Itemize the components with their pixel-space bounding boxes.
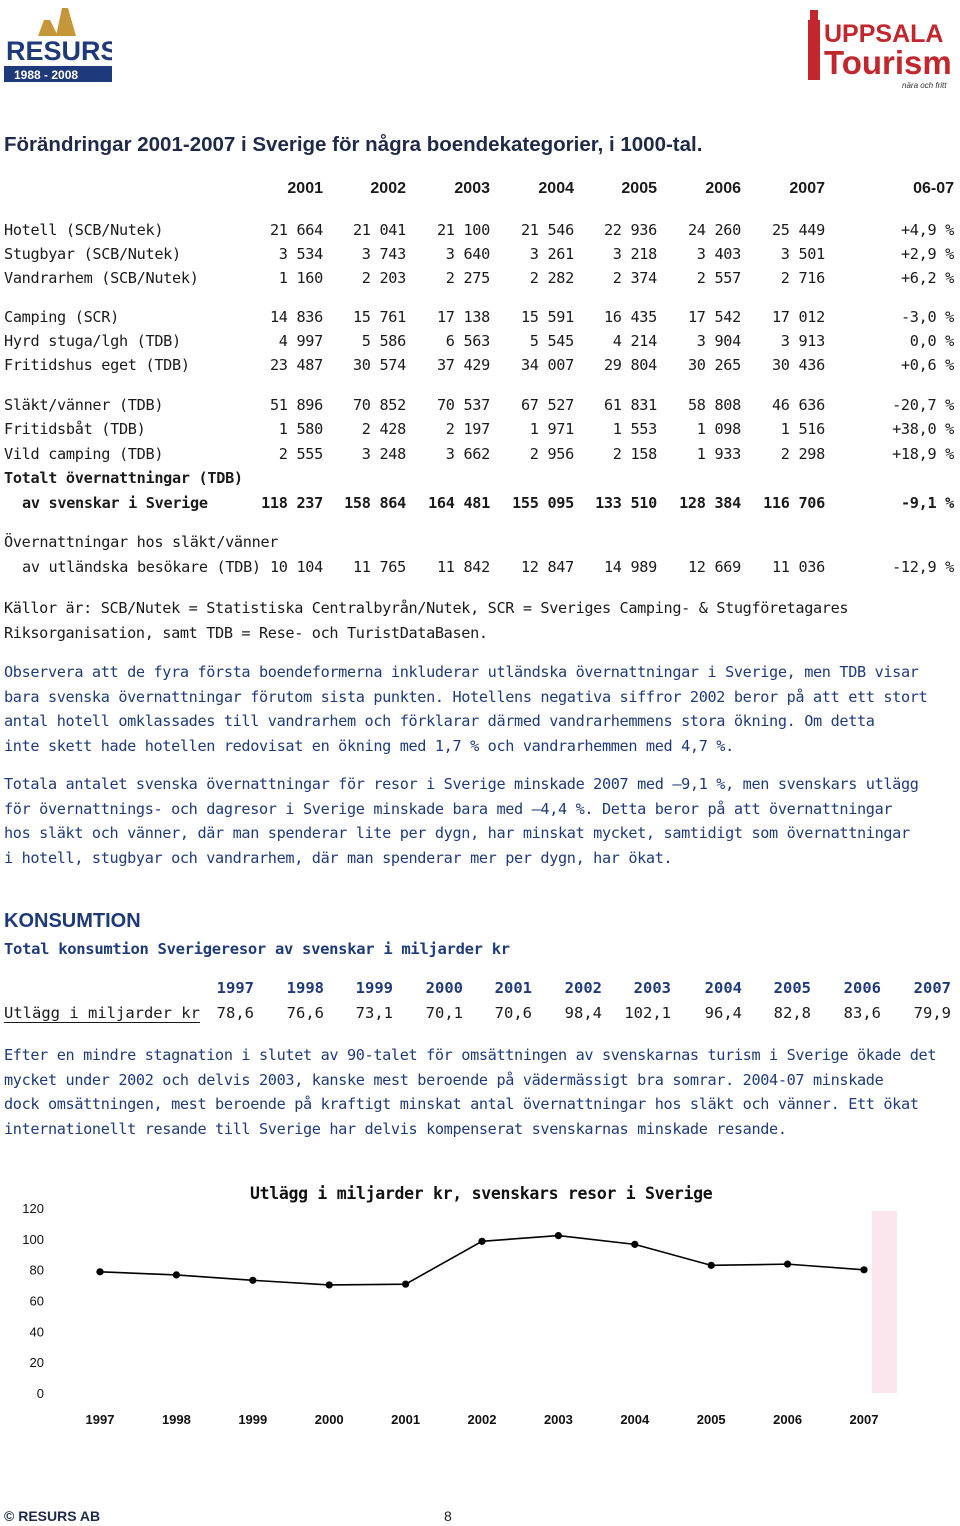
foreign-cell: -12,9 % xyxy=(892,558,954,576)
table-cell: 1 553 xyxy=(612,420,657,438)
data-point xyxy=(402,1281,409,1288)
table-row xyxy=(0,245,960,269)
table-cell: 3 534 xyxy=(278,245,323,263)
konsumtion-subheading: Total konsumtion Sverigeresor av svenskar i miljarder kr xyxy=(4,940,510,958)
table-cell: +0,6 % xyxy=(900,356,954,374)
table-cell: 17 542 xyxy=(687,308,741,326)
table-cell: 2 197 xyxy=(445,420,490,438)
konsumtion-year-header: 2004 xyxy=(704,979,742,997)
table-cell: 2 716 xyxy=(780,269,825,287)
plot-area xyxy=(62,1208,872,1393)
table-cell: 1 516 xyxy=(780,420,825,438)
uppsala-logo-line2: Tourism xyxy=(824,44,952,81)
row-label: Vandrarhem (SCB/Nutek) xyxy=(4,269,199,287)
plot-side-strip xyxy=(872,1211,897,1393)
table-cell: +2,9 % xyxy=(900,245,954,263)
table-cell: 67 527 xyxy=(520,396,574,414)
table-row xyxy=(0,494,960,518)
total-cell: 128 384 xyxy=(679,494,741,512)
table-cell: 24 260 xyxy=(687,221,741,239)
data-point xyxy=(173,1271,180,1278)
table-cell: 3 904 xyxy=(696,332,741,350)
x-tick-label: 2002 xyxy=(467,1412,497,1427)
data-point xyxy=(708,1262,715,1269)
table-row xyxy=(0,558,960,582)
table-cell: 21 546 xyxy=(520,221,574,239)
table-cell: 1 971 xyxy=(529,420,574,438)
total-cell: 155 095 xyxy=(512,494,574,512)
foreign-cell: 10 104 xyxy=(269,558,323,576)
data-point xyxy=(784,1261,791,1268)
foreign-cell: 11 765 xyxy=(352,558,406,576)
x-tick-label: 1997 xyxy=(85,1412,115,1427)
data-point xyxy=(96,1268,103,1275)
table-row xyxy=(0,269,960,293)
table-cell: 3 662 xyxy=(445,445,490,463)
table-cell: 70 537 xyxy=(436,396,490,414)
table-row xyxy=(0,445,960,469)
table-cell: 22 936 xyxy=(603,221,657,239)
table-row xyxy=(0,221,960,245)
table-cell: 2 428 xyxy=(361,420,406,438)
data-point xyxy=(249,1277,256,1284)
table-cell: +4,9 % xyxy=(900,221,954,239)
table-row xyxy=(0,420,960,444)
table-cell: 6 563 xyxy=(445,332,490,350)
konsumtion-year-header: 2001 xyxy=(494,979,532,997)
x-tick-label: 2003 xyxy=(543,1412,573,1427)
table-cell: 3 261 xyxy=(529,245,574,263)
table-cell: 4 997 xyxy=(278,332,323,350)
table-cell: 23 487 xyxy=(269,356,323,374)
x-tick-label: 2006 xyxy=(773,1412,803,1427)
x-tick-label: 2004 xyxy=(620,1412,650,1427)
konsumtion-year-header: 2002 xyxy=(564,979,602,997)
table-cell: 1 933 xyxy=(696,445,741,463)
table-cell: 17 012 xyxy=(771,308,825,326)
table-row xyxy=(0,180,960,204)
table-cell: 30 574 xyxy=(352,356,406,374)
foreign-label-line1: Övernattningar hos släkt/vänner xyxy=(4,533,279,551)
konsumtion-value: 82,8 xyxy=(773,1004,811,1022)
total-cell: 116 706 xyxy=(763,494,825,512)
konsumtion-row-label: Utlägg i miljarder kr xyxy=(4,1004,200,1022)
table-cell: -3,0 % xyxy=(900,308,954,326)
konsumtion-value: 96,4 xyxy=(704,1004,742,1022)
x-tick-label: 2001 xyxy=(391,1412,421,1427)
konsumtion-value: 78,6 xyxy=(216,1004,254,1022)
column-header: 2006 xyxy=(705,180,741,197)
y-tick-label: 20 xyxy=(29,1355,44,1371)
table-cell: 21 041 xyxy=(352,221,406,239)
table-cell: -20,7 % xyxy=(892,396,954,414)
table-cell: 5 586 xyxy=(361,332,406,350)
table-cell: 2 298 xyxy=(780,445,825,463)
konsumtion-year-header: 2000 xyxy=(425,979,463,997)
foreign-cell: 11 842 xyxy=(436,558,490,576)
data-point xyxy=(326,1281,333,1288)
table-cell: 21 664 xyxy=(269,221,323,239)
konsumtion-year-header: 1999 xyxy=(355,979,393,997)
page-title: Förändringar 2001-2007 i Sverige för några boendekategorier, i 1000-tal. xyxy=(4,133,703,156)
konsumtion-value: 70,6 xyxy=(494,1004,532,1022)
table-cell: 70 852 xyxy=(352,396,406,414)
table-cell: 46 636 xyxy=(771,396,825,414)
row-label: Hotell (SCB/Nutek) xyxy=(4,221,164,239)
konsumtion-value: 98,4 xyxy=(564,1004,602,1022)
uppsala-logo-line1: UPPSALA xyxy=(824,20,944,48)
table-cell: 1 160 xyxy=(278,269,323,287)
y-tick-label: 0 xyxy=(36,1386,44,1401)
page-number: 8 xyxy=(444,1508,452,1524)
column-header: 2001 xyxy=(287,180,323,197)
data-point xyxy=(860,1266,867,1273)
table-cell: 15 591 xyxy=(520,308,574,326)
table-cell: 17 138 xyxy=(436,308,490,326)
table-cell: 3 743 xyxy=(361,245,406,263)
total-cell: 164 481 xyxy=(428,494,490,512)
column-header: 2005 xyxy=(621,180,657,197)
total-cell: 118 237 xyxy=(261,494,323,512)
table-cell: 3 403 xyxy=(696,245,741,263)
konsumtion-year-header: 2005 xyxy=(773,979,811,997)
row-label: Camping (SCR) xyxy=(4,308,119,326)
chart-title: Utlägg i miljarder kr, svenskars resor i Sverige xyxy=(250,1184,713,1203)
row-label: Stugbyar (SCB/Nutek) xyxy=(4,245,181,263)
row-label: Fritidshus eget (TDB) xyxy=(4,356,190,374)
konsumtion-year-header: 1998 xyxy=(286,979,324,997)
x-tick-label: 2000 xyxy=(314,1412,344,1427)
resurs-logo-years: 1988 - 2008 xyxy=(14,68,79,82)
table-cell: 37 429 xyxy=(436,356,490,374)
foreign-cell: 14 989 xyxy=(603,558,657,576)
table-row xyxy=(0,308,960,332)
line-chart xyxy=(0,1195,960,1435)
table-cell: 3 218 xyxy=(612,245,657,263)
foreign-cell: 12 669 xyxy=(687,558,741,576)
row-label: Vild camping (TDB) xyxy=(4,445,164,463)
total-label-line1: Totalt övernattningar (TDB) xyxy=(4,469,243,487)
foreign-label-line2: av utländska besökare (TDB) xyxy=(22,558,261,576)
table-cell: 34 007 xyxy=(520,356,574,374)
table-cell: 2 956 xyxy=(529,445,574,463)
total-cell: -9,1 % xyxy=(900,494,954,512)
konsumtion-value: 83,6 xyxy=(843,1004,881,1022)
table-cell: 3 248 xyxy=(361,445,406,463)
table-cell: +18,9 % xyxy=(892,445,954,463)
table-cell: 0,0 % xyxy=(909,332,954,350)
table-row xyxy=(0,332,960,356)
konsumtion-year-header: 1997 xyxy=(216,979,254,997)
y-tick-label: 60 xyxy=(29,1293,44,1309)
table-cell: 21 100 xyxy=(436,221,490,239)
table-cell: 61 831 xyxy=(603,396,657,414)
konsumtion-year-header: 2003 xyxy=(633,979,671,997)
table-cell: 4 214 xyxy=(612,332,657,350)
table-cell: 14 836 xyxy=(269,308,323,326)
konsumtion-value: 79,9 xyxy=(913,1004,951,1022)
resurs-logo xyxy=(4,6,112,84)
table-cell: 2 557 xyxy=(696,269,741,287)
x-tick-label: 2007 xyxy=(849,1412,879,1427)
x-tick-label: 1998 xyxy=(161,1412,191,1427)
y-tick-label: 40 xyxy=(29,1324,44,1340)
table-cell: 30 436 xyxy=(771,356,825,374)
data-point xyxy=(555,1232,562,1239)
table-cell: 16 435 xyxy=(603,308,657,326)
total-label-line2: av svenskar i Sverige xyxy=(22,494,208,512)
data-point xyxy=(478,1238,485,1245)
table-cell: 15 761 xyxy=(352,308,406,326)
y-tick-label: 120 xyxy=(22,1201,44,1216)
table-cell: 3 501 xyxy=(780,245,825,263)
paragraph-totala: Totala antalet svenska övernattningar för resor i Sverige minskade 2007 med –9,1 %, men svenskars utlägg för övernattnings- och dagresor i Sverige minskade bara med –4,4 %. Detta beror på att övernattningar hos släkt och vänner, där man spenderar lite per dygn, har minskat mycket, samtidigt som övernattningar i hotell, stugbyar och vandrarhem, där man spenderar mer per dygn, har ökat. xyxy=(4,775,919,867)
y-tick-label: 100 xyxy=(22,1231,44,1247)
total-cell: 158 864 xyxy=(344,494,406,512)
column-header: 2007 xyxy=(789,180,825,197)
table-cell: 5 545 xyxy=(529,332,574,350)
row-label: Fritidsbåt (TDB) xyxy=(4,420,146,438)
row-label: Hyrd stuga/lgh (TDB) xyxy=(4,332,181,350)
konsumtion-value: 73,1 xyxy=(355,1004,393,1022)
x-tick-label: 2005 xyxy=(696,1412,726,1427)
uppsala-tourism-logo xyxy=(806,6,956,92)
table-cell: 1 580 xyxy=(278,420,323,438)
table-cell: 25 449 xyxy=(771,221,825,239)
foreign-cell: 12 847 xyxy=(520,558,574,576)
table-cell: 51 896 xyxy=(269,396,323,414)
table-cell: 29 804 xyxy=(603,356,657,374)
konsumtion-value: 70,1 xyxy=(425,1004,463,1022)
column-header: 2003 xyxy=(454,180,490,197)
foreign-cell: 11 036 xyxy=(771,558,825,576)
table-cell: 3 640 xyxy=(445,245,490,263)
table-cell: +6,2 % xyxy=(900,269,954,287)
column-header: 06-07 xyxy=(913,180,954,197)
konsumtion-heading: KONSUMTION xyxy=(4,910,141,932)
konsumtion-year-header: 2007 xyxy=(913,979,951,997)
table-cell: 2 282 xyxy=(529,269,574,287)
table-cell: 30 265 xyxy=(687,356,741,374)
table-cell: 1 098 xyxy=(696,420,741,438)
table-cell: 2 275 xyxy=(445,269,490,287)
table-cell: +38,0 % xyxy=(892,420,954,438)
y-tick-label: 80 xyxy=(29,1262,44,1278)
column-header: 2004 xyxy=(538,180,574,197)
table-cell: 2 158 xyxy=(612,445,657,463)
table-row xyxy=(0,396,960,420)
konsumtion-value: 76,6 xyxy=(286,1004,324,1022)
sources-text: Källor är: SCB/Nutek = Statistiska Centralbyrån/Nutek, SCR = Sveriges Camping- & Stugföretagares Riksorganisation, samt TDB = Rese- och TuristDataBasen. xyxy=(4,599,849,642)
table-cell: 3 913 xyxy=(780,332,825,350)
table-cell: 2 555 xyxy=(278,445,323,463)
table-row xyxy=(0,469,960,493)
column-header: 2002 xyxy=(370,180,406,197)
footer-copyright: © RESURS AB xyxy=(4,1508,101,1524)
paragraph-observera: Observera att de fyra första boendeformerna inkluderar utländska övernattningar i Sverige, men TDB visar bara svenska övernattningar förutom sista punkten. Hotellens negativa siffror 2002 beror på att ett stort antal hotell omklassades till vandrarhem och förklarar därmed vandrarhemmens stora ökning. Om detta inte skett hade hotellen redovisat en ökning med 1,7 % och vandrarhemmen med 4,7 %. xyxy=(4,663,928,755)
table-cell: 58 808 xyxy=(687,396,741,414)
row-label: Släkt/vänner (TDB) xyxy=(4,396,164,414)
table-row xyxy=(0,356,960,380)
data-point xyxy=(631,1241,638,1248)
paragraph-efter: Efter en mindre stagnation i slutet av 90-talet för omsättningen av svenskarnas turism i Sverige ökade det mycket under 2002 och delvis 2003, kanske mest beroende på vädermässigt bra somrar. 2004-07 minskade dock omsättningen, mest beroende på kraftigt minskat antal övernattningar hos släkt och vänner. Ett ökat internationellt resande till Sverige har delvis kompenserat svenskarnas minskade resande. xyxy=(4,1046,937,1138)
total-cell: 133 510 xyxy=(595,494,657,512)
table-row xyxy=(0,533,960,557)
x-tick-label: 1999 xyxy=(238,1412,268,1427)
resurs-logo-text: RESURS xyxy=(6,36,112,66)
table-cell: 2 203 xyxy=(361,269,406,287)
table-cell: 2 374 xyxy=(612,269,657,287)
konsumtion-year-header: 2006 xyxy=(843,979,881,997)
konsumtion-value: 102,1 xyxy=(624,1004,671,1022)
uppsala-logo-tagline: nära och fritt xyxy=(902,81,947,90)
